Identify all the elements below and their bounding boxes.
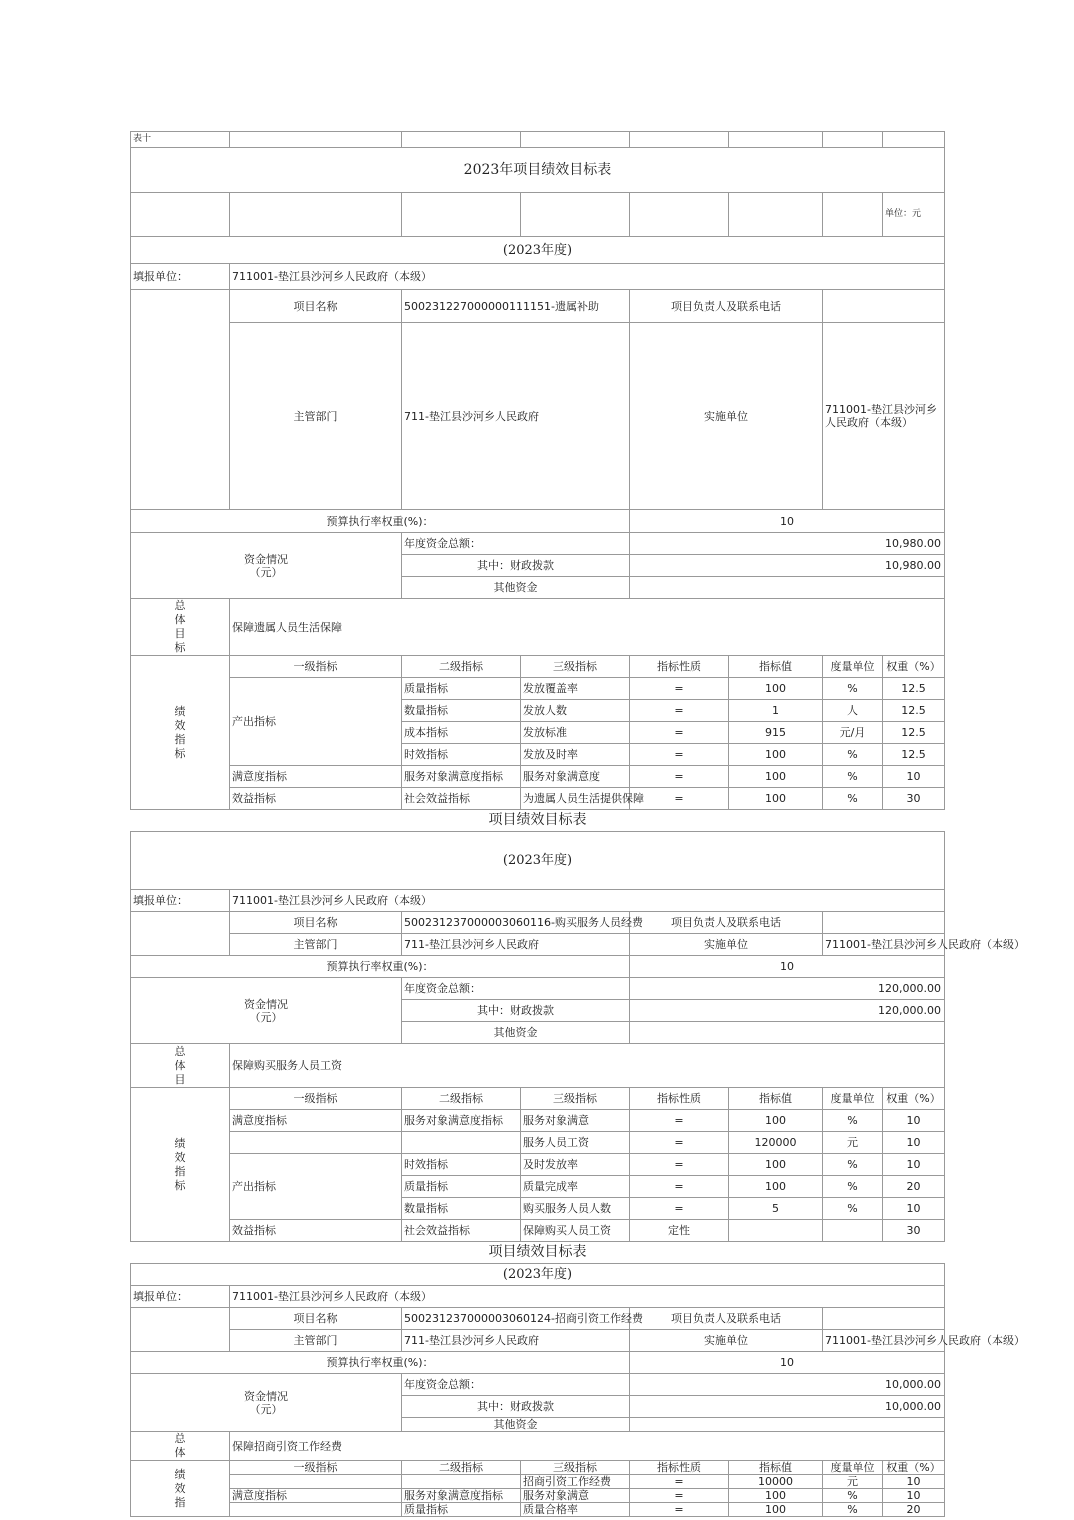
fund-fiscal-label: 其中：财政拨款 [402, 1396, 630, 1418]
table-cell [521, 193, 630, 237]
table-cell: 及时发放率 [521, 1154, 630, 1176]
fund-other-label: 其他资金 [402, 577, 630, 599]
table-cell [131, 323, 230, 510]
table-cell: = [630, 1154, 729, 1176]
header-level2: 二级指标 [402, 656, 521, 678]
table-cell: 购买服务人员人数 [521, 1198, 630, 1220]
table-cell [823, 132, 883, 148]
table-cell: 质量合格率 [521, 1503, 630, 1517]
table-cell: 人 [823, 700, 883, 722]
table-cell: 30 [883, 1220, 945, 1242]
fund-total-value: 10,980.00 [630, 533, 945, 555]
table-cell: = [630, 766, 729, 788]
vertical-label-char: 体 [174, 613, 186, 626]
project-name-value: 500231237000003060116-购买服务人员经费 [402, 912, 630, 934]
table-cell: 三级指标 [521, 1461, 630, 1475]
table-cell: % [823, 1503, 883, 1517]
table-cell: 指标性质 [630, 1461, 729, 1475]
table-cell: 服务对象满意度指标 [402, 766, 521, 788]
impl-value: 711001-垫江县沙河乡人民政府（本级） [823, 323, 945, 510]
table-cell: 效益指标 [230, 1220, 402, 1242]
table-cell: 10000 [729, 1475, 823, 1489]
vertical-label-char: 目 [174, 627, 186, 640]
table-cell: 发放人数 [521, 700, 630, 722]
table-row [131, 766, 945, 788]
project-name-label: 项目名称 [230, 1308, 402, 1330]
table-cell: = [630, 1489, 729, 1503]
table-cell: = [630, 788, 729, 810]
table-cell: = [630, 700, 729, 722]
reporting-unit-value: 711001-垫江县沙河乡人民政府（本级） [230, 1286, 945, 1308]
table-cell: 服务对象满意度 [521, 766, 630, 788]
table-cell: % [823, 1110, 883, 1132]
reporting-unit-label: 填报单位： [131, 890, 230, 912]
vertical-label-char: 体 [174, 1058, 186, 1072]
vertical-label-char: 标 [174, 641, 186, 654]
vertical-label-char: 效 [174, 1150, 186, 1164]
table-cell: 数量指标 [402, 1198, 521, 1220]
dept-value: 711-垫江县沙河乡人民政府 [402, 323, 630, 510]
fund-fiscal-value: 10,980.00 [630, 555, 945, 577]
table-cell: 12.5 [883, 678, 945, 700]
table-cell: 一级指标 [230, 1088, 402, 1110]
impl-value: 711001-垫江县沙河乡人民政府（本级） [823, 934, 945, 956]
table-cell [230, 1503, 402, 1517]
table-cell: % [823, 788, 883, 810]
table-cell: 二级指标 [402, 1088, 521, 1110]
dept-label: 主管部门 [230, 1330, 402, 1352]
output-indicator-label: 产出指标 [230, 1154, 402, 1220]
fund-total-label: 年度资金总额： [402, 978, 630, 1000]
impl-label: 实施单位 [630, 934, 823, 956]
header-value: 指标值 [729, 656, 823, 678]
table-cell: = [630, 1132, 729, 1154]
table-row [131, 1154, 945, 1176]
table-cell: 20 [883, 1503, 945, 1517]
table-cell: 服务对象满意 [521, 1110, 630, 1132]
table-cell: 二级指标 [402, 1461, 521, 1475]
budget-weight-value: 10 [630, 510, 945, 533]
table-row [131, 678, 945, 700]
table-cell [630, 1022, 945, 1044]
table-cell: 100 [729, 1176, 823, 1198]
table-cell: 权重（%） [883, 1461, 945, 1475]
fund-label-line2: （元） [249, 565, 283, 579]
table-cell: 保障购买人员工资 [521, 1220, 630, 1242]
table-cell: 元/月 [823, 722, 883, 744]
overall-goal-value: 保障遗属人员生活保障 [230, 599, 945, 656]
table-cell: 元 [823, 1132, 883, 1154]
table-cell: 10 [883, 766, 945, 788]
perf-indicator-label [131, 1461, 230, 1517]
contact-label: 项目负责人及联系电话 [630, 912, 823, 934]
impl-value: 711001-垫江县沙河乡人民政府（本级） [823, 1330, 945, 1352]
table-cell [630, 577, 945, 599]
vertical-label-char: 总 [174, 1044, 186, 1058]
fund-fiscal-value: 120,000.00 [630, 1000, 945, 1022]
fund-label: 资金情况 （元） [131, 1374, 402, 1432]
reporting-unit-label: 填报单位： [131, 264, 230, 290]
vertical-label-char: 目 [174, 1072, 186, 1086]
overall-goal-value: 保障招商引资工作经费 [230, 1432, 945, 1461]
impl-label: 实施单位 [630, 1330, 823, 1352]
table-cell: 质量完成率 [521, 1176, 630, 1198]
table-cell: 10 [883, 1154, 945, 1176]
table-cell: 12.5 [883, 722, 945, 744]
vertical-label-char: 体 [174, 1446, 186, 1459]
project-name-label: 项目名称 [230, 290, 402, 323]
table-cell: = [630, 1110, 729, 1132]
project-name-label: 项目名称 [230, 912, 402, 934]
table-cell: 120000 [729, 1132, 823, 1154]
table-cell: 服务对象满意度指标 [402, 1110, 521, 1132]
table-cell: 10 [883, 1489, 945, 1503]
table-cell [729, 132, 823, 148]
table-cell: 满意度指标 [230, 1110, 402, 1132]
table-cell [630, 132, 729, 148]
year-label: (2023年度) [131, 1264, 945, 1286]
reporting-unit-value: 711001-垫江县沙河乡人民政府（本级） [230, 890, 945, 912]
table-cell [402, 193, 521, 237]
table-cell [230, 1475, 402, 1489]
overall-goal-label [131, 1432, 230, 1461]
budget-weight-label: 预算执行率权重(%)： [131, 956, 630, 978]
currency-unit-label: 单位：元 [883, 193, 945, 237]
fund-total-label: 年度资金总额： [402, 533, 630, 555]
table-row [131, 1503, 945, 1517]
table-cell: 10 [883, 1198, 945, 1220]
table-cell: 100 [729, 1110, 823, 1132]
table-cell: % [823, 744, 883, 766]
vertical-label-char: 效 [174, 1481, 186, 1495]
table-cell: = [630, 722, 729, 744]
table-cell: 服务人员工资 [521, 1132, 630, 1154]
spreadsheet [130, 131, 1025, 1517]
table-cell: 100 [729, 744, 823, 766]
table-cell [402, 1132, 521, 1154]
table-cell [823, 912, 945, 934]
table-title: 项目绩效目标表 [488, 1244, 587, 1260]
table-title: 项目绩效目标表 [488, 812, 587, 828]
vertical-label-char: 绩 [174, 1136, 186, 1150]
vertical-label-char: 指 [174, 1164, 186, 1178]
table-cell [630, 1418, 945, 1432]
header-level3: 三级指标 [521, 656, 630, 678]
table-cell: % [823, 1176, 883, 1198]
perf-indicator-label [131, 656, 230, 810]
fund-fiscal-value: 10,000.00 [630, 1396, 945, 1418]
table-cell: % [823, 678, 883, 700]
table-cell: = [630, 1176, 729, 1198]
vertical-label-char: 效 [174, 718, 186, 732]
table-cell: 20 [883, 1176, 945, 1198]
overall-goal-label [131, 599, 230, 656]
table-cell: % [823, 1198, 883, 1220]
reporting-unit-value: 711001-垫江县沙河乡人民政府（本级） [230, 264, 945, 290]
table-cell: 10 [883, 1475, 945, 1489]
table-cell [131, 912, 230, 934]
table-cell: 一级指标 [230, 1461, 402, 1475]
table-cell: 元 [823, 1475, 883, 1489]
fund-other-label: 其他资金 [402, 1022, 630, 1044]
output-indicator-label: 产出指标 [230, 678, 402, 766]
budget-weight-label: 预算执行率权重(%)： [131, 1352, 630, 1374]
table-cell [131, 1308, 230, 1330]
table-cell: 指标性质 [630, 1088, 729, 1110]
year-label: (2023年度) [131, 832, 945, 890]
table-cell: 时效指标 [402, 1154, 521, 1176]
contact-label: 项目负责人及联系电话 [630, 290, 823, 323]
table-cell: 30 [883, 788, 945, 810]
table-cell: 100 [729, 678, 823, 700]
fund-total-value: 120,000.00 [630, 978, 945, 1000]
table-cell: = [630, 678, 729, 700]
table-row [131, 1132, 945, 1154]
table-cell: 服务对象满意度指标 [402, 1489, 521, 1503]
table-cell: 发放及时率 [521, 744, 630, 766]
table-cell [823, 1308, 945, 1330]
vertical-label-char: 总 [174, 599, 186, 612]
table-cell: 为遗属人员生活提供保障 [521, 788, 630, 810]
table-cell: 数量指标 [402, 700, 521, 722]
contact-label: 项目负责人及联系电话 [630, 1308, 823, 1330]
table-cell: 100 [729, 1489, 823, 1503]
table-cell: 1 [729, 700, 823, 722]
table-cell: 发放标准 [521, 722, 630, 744]
table-cell: 100 [729, 1154, 823, 1176]
table-cell: 成本指标 [402, 722, 521, 744]
table-cell: 质量指标 [402, 678, 521, 700]
table-cell: 5 [729, 1198, 823, 1220]
overall-goal-value: 保障购买服务人员工资 [230, 1044, 945, 1088]
table-cell [131, 1330, 230, 1352]
table-cell: 100 [729, 788, 823, 810]
table-cell [729, 1220, 823, 1242]
impl-label: 实施单位 [630, 323, 823, 510]
table-cell: 服务对象满意 [521, 1489, 630, 1503]
table-cell [230, 132, 402, 148]
table-cell: 10 [883, 1110, 945, 1132]
table-cell [521, 132, 630, 148]
fund-fiscal-label: 其中：财政拨款 [402, 1000, 630, 1022]
table-row [131, 1489, 945, 1503]
table-cell: % [823, 766, 883, 788]
dept-value: 711-垫江县沙河乡人民政府 [402, 934, 630, 956]
dept-value: 711-垫江县沙河乡人民政府 [402, 1330, 630, 1352]
vertical-label-char: 指 [174, 1495, 186, 1509]
overall-goal-label [131, 1044, 230, 1088]
table-cell: 指标值 [729, 1461, 823, 1475]
table-cell: 度量单位 [823, 1461, 883, 1475]
table-cell [230, 193, 402, 237]
table-cell: = [630, 1198, 729, 1220]
table-cell: 100 [729, 766, 823, 788]
vertical-label-char: 标 [174, 746, 186, 760]
table-cell: 100 [729, 1503, 823, 1517]
corner-label: 表十 [131, 132, 230, 148]
table-cell [402, 132, 521, 148]
table-cell [402, 1475, 521, 1489]
reporting-unit-label: 填报单位： [131, 1286, 230, 1308]
table-cell: 发放覆盖率 [521, 678, 630, 700]
header-level1: 一级指标 [230, 656, 402, 678]
vertical-label-char: 绩 [174, 704, 186, 718]
table-cell: 三级指标 [521, 1088, 630, 1110]
table-cell: = [630, 1475, 729, 1489]
table-cell: 度量单位 [823, 1088, 883, 1110]
table-cell [131, 290, 230, 323]
project-name-value: 500231227000000111151-遗属补助 [402, 290, 630, 323]
table-cell [630, 193, 729, 237]
table-cell: % [823, 1489, 883, 1503]
vertical-label-char: 绩 [174, 1467, 186, 1481]
budget-weight-value: 10 [630, 956, 945, 978]
table-cell: 12.5 [883, 744, 945, 766]
table-cell [883, 132, 945, 148]
budget-weight-label: 预算执行率权重(%)： [131, 510, 630, 533]
header-unit: 度量单位 [823, 656, 883, 678]
table-cell: 质量指标 [402, 1176, 521, 1198]
perf-indicator-label [131, 1088, 230, 1242]
table-cell [131, 193, 230, 237]
project-name-value: 500231237000003060124-招商引资工作经费 [402, 1308, 630, 1330]
vertical-label-char: 标 [174, 1178, 186, 1192]
table-cell: 满意度指标 [230, 766, 402, 788]
table-cell: 招商引资工作经费 [521, 1475, 630, 1489]
year-label: (2023年度) [131, 237, 945, 264]
table-cell: 效益指标 [230, 788, 402, 810]
table-cell: 定性 [630, 1220, 729, 1242]
table-cell: 指标值 [729, 1088, 823, 1110]
table-cell [823, 1220, 883, 1242]
table-cell [823, 290, 945, 323]
vertical-label-char: 指 [174, 732, 186, 746]
table-cell: 社会效益指标 [402, 788, 521, 810]
fund-fiscal-label: 其中：财政拨款 [402, 555, 630, 577]
table-cell: 满意度指标 [230, 1489, 402, 1503]
table-cell: = [630, 744, 729, 766]
table-title: 2023年项目绩效目标表 [131, 148, 945, 193]
table-cell: % [823, 1154, 883, 1176]
budget-weight-value: 10 [630, 1352, 945, 1374]
table-cell: 质量指标 [402, 1503, 521, 1517]
table-cell: 权重（%） [883, 1088, 945, 1110]
table-cell: 12.5 [883, 700, 945, 722]
table-cell: 时效指标 [402, 744, 521, 766]
table-cell [729, 193, 823, 237]
dept-label: 主管部门 [230, 934, 402, 956]
fund-total-label: 年度资金总额： [402, 1374, 630, 1396]
fund-label [131, 533, 402, 599]
header-weight: 权重（%） [883, 656, 945, 678]
dept-label: 主管部门 [230, 323, 402, 510]
table-cell: 社会效益指标 [402, 1220, 521, 1242]
fund-label: 资金情况 （元） [131, 978, 402, 1044]
header-nature: 指标性质 [630, 656, 729, 678]
table-cell: = [630, 1503, 729, 1517]
fund-other-label: 其他资金 [402, 1418, 630, 1432]
table-row [131, 788, 945, 810]
vertical-label-char: 总 [174, 1432, 186, 1445]
table-row [131, 1110, 945, 1132]
table-cell [230, 1132, 402, 1154]
table-cell [823, 193, 883, 237]
table-cell [131, 934, 230, 956]
fund-label-line1: 资金情况 [244, 552, 288, 566]
table-row [131, 1475, 945, 1489]
table-row [131, 1220, 945, 1242]
performance-sheet [130, 131, 1025, 1517]
table-cell: 915 [729, 722, 823, 744]
table-cell: 10 [883, 1132, 945, 1154]
fund-total-value: 10,000.00 [630, 1374, 945, 1396]
